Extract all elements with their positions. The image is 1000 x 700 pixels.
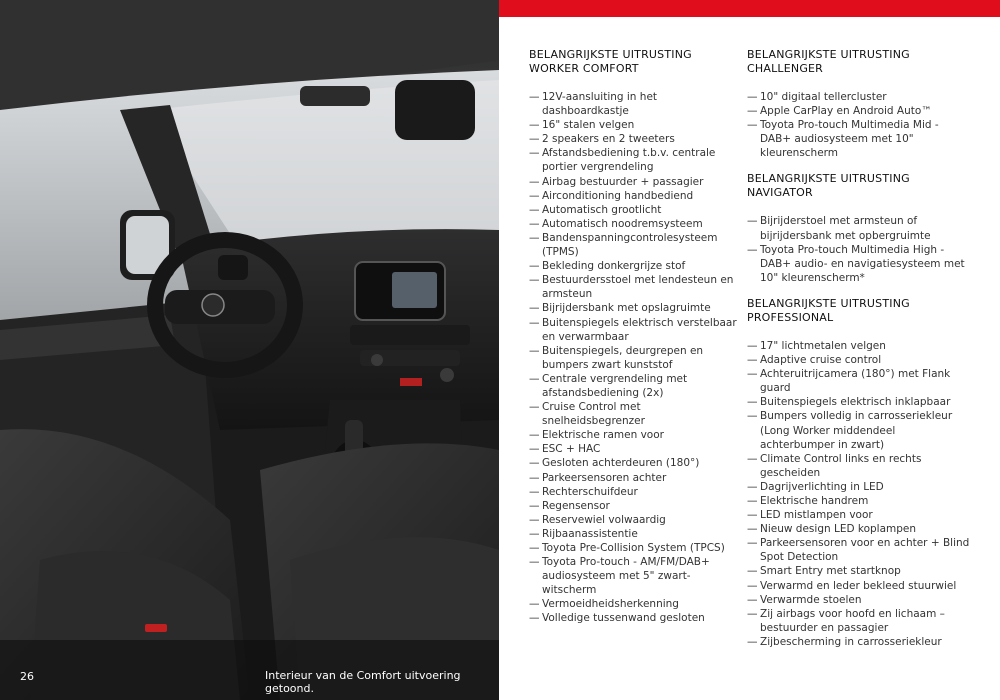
equipment-item: — Achteruitrijcamera (180°) met Flank guard bbox=[747, 367, 972, 395]
equipment-item: — Bestuurdersstoel met lendesteun en armsteun bbox=[529, 273, 739, 301]
page-number: 26 bbox=[20, 670, 34, 683]
equipment-item: — LED mistlampen voor bbox=[747, 508, 972, 522]
equipment-item: — 2 speakers en 2 tweeters bbox=[529, 132, 739, 146]
equipment-item: — Reservewiel volwaardig bbox=[529, 513, 739, 527]
equipment-item: — Airbag bestuurder + passagier bbox=[529, 175, 739, 189]
equipment-item: — Buitenspiegels elektrisch verstelbaar en verwarmbaar bbox=[529, 316, 739, 344]
equipment-item: — Regensensor bbox=[529, 499, 739, 513]
heading-line: CHALLENGER bbox=[747, 62, 824, 75]
equipment-item: — Parkeersensoren voor en achter + Blind Spot Detection bbox=[747, 536, 972, 564]
equipment-item: — Bandenspanningcontrolesysteem (TPMS) bbox=[529, 231, 739, 259]
equipment-item: — Cruise Control met snelheidsbegrenzer bbox=[529, 400, 739, 428]
equipment-item: — Dagrijverlichting in LED bbox=[747, 480, 972, 494]
equipment-item: — Afstandsbediening t.b.v. centrale portier vergrendeling bbox=[529, 146, 739, 174]
equipment-list bbox=[747, 339, 972, 649]
equipment-item: — 12V-aansluiting in het dashboardkastje bbox=[529, 90, 739, 118]
section-heading bbox=[747, 172, 972, 200]
equipment-item: — Bekleding donkergrijze stof bbox=[529, 259, 739, 273]
heading-line: BELANGRIJKSTE UITRUSTING bbox=[747, 296, 910, 310]
equipment-item: — Zij airbags voor hoofd en lichaam – bestuurder en passagier bbox=[747, 607, 972, 635]
heading-line: WORKER COMFORT bbox=[529, 62, 639, 75]
equipment-item: — Bijrijderstoel met armsteun of bijrijdersbank met opbergruimte bbox=[747, 214, 972, 242]
equipment-item: — Buitenspiegels, deurgrepen en bumpers zwart kunststof bbox=[529, 344, 739, 372]
equipment-item: — Apple CarPlay en Android Auto™ bbox=[747, 104, 972, 118]
equipment-item: — Vermoeidheidsherkenning bbox=[529, 597, 739, 611]
equipment-item: — Buitenspiegels elektrisch inklapbaar bbox=[747, 395, 972, 409]
equipment-item: — Parkeersensoren achter bbox=[529, 471, 739, 485]
heading-line: BELANGRIJKSTE UITRUSTING bbox=[747, 172, 910, 186]
equipment-item: — 10" digitaal tellercluster bbox=[747, 90, 972, 104]
equipment-list bbox=[747, 214, 972, 284]
equipment-item: — Toyota Pro-touch - AM/FM/DAB+ audiosysteem met 5" zwart-witscherm bbox=[529, 555, 739, 597]
equipment-item: — Elektrische ramen voor bbox=[529, 428, 739, 442]
heading-line: BELANGRIJKSTE UITRUSTING bbox=[529, 48, 692, 61]
van-interior-photo bbox=[0, 0, 499, 700]
section-heading bbox=[747, 297, 972, 325]
equipment-item: — Centrale vergrendeling met afstandsbediening (2x) bbox=[529, 372, 739, 400]
equipment-list bbox=[529, 90, 739, 626]
equipment-item: — Toyota Pro-touch Multimedia Mid - DAB+ audiosysteem met 10" kleurenscherm bbox=[747, 118, 972, 160]
challenger-section bbox=[747, 48, 972, 160]
heading-line: NAVIGATOR bbox=[747, 186, 813, 200]
equipment-item: — Automatisch grootlicht bbox=[529, 203, 739, 217]
photo-caption: Interieur van de Comfort uitvoering getoond. bbox=[265, 669, 461, 695]
equipment-item: — 16" stalen velgen bbox=[529, 118, 739, 132]
equipment-item: — Elektrische handrem bbox=[747, 494, 972, 508]
equipment-item: — Verwarmde stoelen bbox=[747, 593, 972, 607]
equipment-item: — Adaptive cruise control bbox=[747, 353, 972, 367]
equipment-item: — Gesloten achterdeuren (180°) bbox=[529, 456, 739, 470]
right-column bbox=[747, 48, 972, 649]
equipment-item: — Bumpers volledig in carrosseriekleur (Long Worker middendeel achterbumper in zwart) bbox=[747, 409, 972, 451]
equipment-item: — Volledige tussenwand gesloten bbox=[529, 611, 739, 625]
section-heading bbox=[747, 48, 972, 76]
navigator-section bbox=[747, 172, 972, 284]
equipment-item: — Airconditioning handbediend bbox=[529, 189, 739, 203]
equipment-item: — Automatisch noodremsysteem bbox=[529, 217, 739, 231]
section-heading bbox=[529, 48, 739, 76]
worker-comfort-section bbox=[529, 48, 739, 626]
equipment-item: — Nieuw design LED koplampen bbox=[747, 522, 972, 536]
equipment-list bbox=[747, 90, 972, 160]
equipment-item: — Verwarmd en leder bekleed stuurwiel bbox=[747, 579, 972, 593]
equipment-item: — 17" lichtmetalen velgen bbox=[747, 339, 972, 353]
equipment-item: — Zijbescherming in carrosseriekleur bbox=[747, 635, 972, 649]
equipment-item: — Toyota Pro-touch Multimedia High - DAB+ audio- en navigatiesysteem met 10" kleurenscherm* bbox=[747, 243, 972, 285]
interior-illustration bbox=[0, 0, 499, 700]
heading-line: PROFESSIONAL bbox=[747, 310, 834, 324]
equipment-item: — ESC + HAC bbox=[529, 442, 739, 456]
equipment-item: — Climate Control links en rechts gescheiden bbox=[747, 452, 972, 480]
accent-bar bbox=[499, 0, 1000, 17]
professional-section bbox=[747, 297, 972, 649]
equipment-item: — Smart Entry met startknop bbox=[747, 564, 972, 578]
heading-line: BELANGRIJKSTE UITRUSTING bbox=[747, 48, 910, 61]
equipment-item: — Toyota Pre-Collision System (TPCS) bbox=[529, 541, 739, 555]
equipment-item: — Rechterschuifdeur bbox=[529, 485, 739, 499]
equipment-item: — Rijbaanassistentie bbox=[529, 527, 739, 541]
equipment-item: — Bijrijdersbank met opslagruimte bbox=[529, 301, 739, 315]
